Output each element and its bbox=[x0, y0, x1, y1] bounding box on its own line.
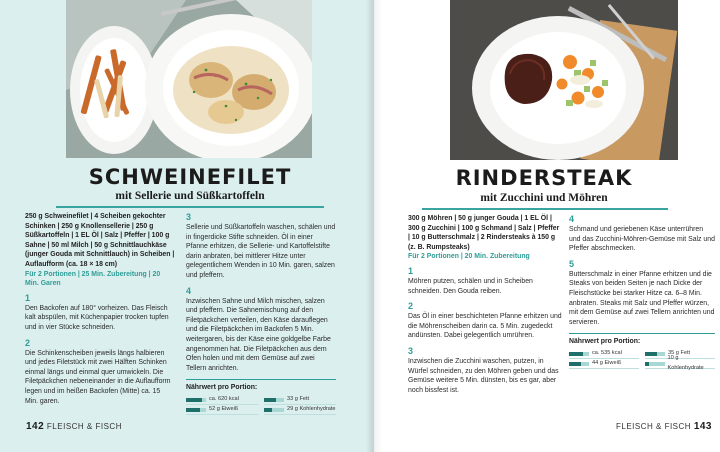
step-text: Die Schinkenscheiben jeweils längs halbieren und jedes Filetstück mit zwei Hälften Schinken einmal längs und einmal quer umwickeln. Die Filetpäckchen nebeneinander in die Auflaufform legen und im heißen Backofen (Mitte) ca. 15 Min. garen. bbox=[25, 349, 171, 405]
nutrition-item bbox=[186, 396, 258, 405]
nutrition-bar bbox=[264, 398, 284, 402]
nutrition-bar bbox=[645, 362, 665, 366]
page-footer-right bbox=[616, 421, 712, 432]
step-number: 2 bbox=[408, 301, 414, 312]
nutrition-grid bbox=[186, 396, 336, 415]
dish-photo-schweinefilet bbox=[66, 0, 312, 158]
step-text: Inzwischen die Zucchini waschen, putzen, in Würfel schneiden, zu den Möhren geben und das Gemüse weitere 5 Min. dünsten, bis es gar, aber noch bissfest ist. bbox=[408, 357, 559, 394]
step-number: 3 bbox=[408, 345, 414, 356]
step-number: 5 bbox=[569, 258, 575, 269]
page-number: 143 bbox=[693, 421, 712, 432]
recipe-step bbox=[569, 259, 715, 328]
nutrition-bar bbox=[264, 408, 284, 412]
recipe-step bbox=[25, 338, 175, 407]
nutrition-title: Nährwert pro Portion: bbox=[569, 333, 715, 347]
nutrition-label: 33 g Fett bbox=[287, 396, 310, 403]
nutrition-grid bbox=[569, 350, 715, 369]
ingredients-list: 300 g Möhren | 50 g junger Gouda | 1 EL Öl | 300 g Zucchini | 100 g Schmand | Salz | Pfeffer | 10 g Butterschmalz | 2 Rindersteaks à 150 g (z. B. Rumpsteaks) bbox=[408, 215, 560, 251]
nutrition-label: 29 g Kohlenhydrate bbox=[287, 406, 336, 413]
nutrition-item bbox=[569, 360, 639, 369]
recipe-title: SCHWEINEFILET bbox=[88, 165, 292, 189]
nutrition-item bbox=[569, 350, 639, 359]
recipe-step bbox=[25, 293, 175, 333]
nutrition-title: Nährwert pro Portion: bbox=[186, 379, 336, 393]
left-column-1 bbox=[25, 212, 175, 411]
nutrition-item bbox=[186, 406, 258, 415]
recipe-step bbox=[408, 266, 562, 296]
step-number: 4 bbox=[186, 285, 192, 296]
section-name: FLEISCH & FISCH bbox=[46, 422, 122, 431]
nutrition-label: 35 g Fett bbox=[668, 350, 691, 357]
nutrition-bar bbox=[186, 398, 206, 402]
nutrition-bar bbox=[569, 362, 589, 366]
portion-info: Für 2 Portionen | 25 Min. Zubereitung | 20 Min. Garen bbox=[25, 270, 161, 288]
recipe-step bbox=[569, 214, 715, 254]
step-number: 4 bbox=[569, 214, 575, 224]
dish-photo-rindersteak bbox=[450, 0, 678, 160]
step-text: Das Öl in einer beschichteten Pfanne erhitzen und die Möhrenscheiben darin ca. 5 Min. zugedeckt andünsten. Dabei gelegentlich umrühren. bbox=[408, 313, 562, 340]
nutrition-bar bbox=[569, 352, 589, 356]
recipe-step bbox=[408, 301, 562, 341]
step-text: Den Backofen auf 180° vorheizen. Das Fleisch kalt abspülen, mit Küchenpapier trocken tupfen und in vier Stücke schneiden. bbox=[25, 304, 169, 331]
nutrition-item bbox=[264, 396, 336, 405]
step-number: 1 bbox=[408, 265, 414, 276]
step-text: Schmand und geriebenen Käse unterrühren und das Zucchini-Möhren-Gemüse mit Salz und Pfeffer abschmecken. bbox=[569, 226, 715, 253]
portion-info: Für 2 Portionen | 20 Min. Zubereitung bbox=[408, 253, 530, 261]
step-number: 3 bbox=[186, 212, 192, 222]
nutrition-bar bbox=[645, 352, 665, 356]
title-rule bbox=[422, 208, 668, 210]
nutrition-item bbox=[264, 406, 336, 415]
step-number: 2 bbox=[25, 337, 31, 348]
nutrition-item bbox=[645, 355, 715, 371]
step-text: Möhren putzen, schälen und in Scheiben schneiden. Den Gouda reiben. bbox=[408, 277, 533, 295]
nutrition-label: 44 g Eiweiß bbox=[592, 360, 622, 367]
page-number: 142 bbox=[26, 421, 45, 432]
right-column-2 bbox=[569, 214, 715, 369]
nutrition-label: ca. 535 kcal bbox=[592, 350, 622, 357]
nutrition-label: 52 g Eiweiß bbox=[209, 406, 239, 413]
recipe-step bbox=[186, 286, 336, 374]
left-column-2 bbox=[186, 212, 336, 415]
step-text: Inzwischen Sahne und Milch mischen, salzen und pfeffern. Die Sahnemischung auf den Filetpäckchen verteilen, den Käse darauflegen und die Filetpäckchen im Backofen 5 Min. weitergaren, bis der Käse eine goldgelbe Farbe angenommen hat. Die Filetpäckchen aus dem Ofen holen und mit dem Gemüse auf zwei Tellern anrichten. bbox=[186, 297, 331, 372]
right-page bbox=[374, 0, 720, 452]
step-text: Sellerie und Süßkartoffeln waschen, schälen und in fingerdicke Stifte schneiden. Öl in einer Pfanne erhitzen, die Sellerie- und Kartoffelstifte darin anbraten, bei mittlerer Hitze unter gelegentlichem Wenden in 10 Min. garen, salzen und pfeffern. bbox=[186, 224, 336, 279]
title-rule bbox=[56, 206, 324, 208]
ingredients-list: 250 g Schweinefilet | 4 Scheiben gekochter Schinken | 250 g Knollensellerie | 250 g Süßkartoffeln | 1 EL Öl | Salz | Pfeffer | 100 g Sahne | 50 ml Milch | 50 g Schnittlauchkäse (junger Gouda mit Schnittlauch) in Scheiben | Auflaufform (ca. 18 × 18 cm) bbox=[25, 213, 175, 268]
nutrition-bar bbox=[186, 408, 206, 412]
recipe-title: RINDERSTEAK bbox=[455, 166, 633, 190]
step-text: Butterschmalz in einer Pfanne erhitzen und die Steaks von beiden Seiten je nach Dicke der Fleischstücke bei starker Hitze ca. 6–8 Min. anbraten. Steaks mit Salz und Pfeffer würzen, mit dem Gemüse auf zwei Tellern anrichten und servieren. bbox=[569, 270, 715, 326]
recipe-step bbox=[408, 346, 562, 395]
step-number: 1 bbox=[25, 292, 31, 303]
nutrition-label: 10 g Kohlenhydrate bbox=[667, 355, 704, 371]
book-gutter bbox=[366, 0, 382, 452]
recipe-subtitle: mit Sellerie und Süßkartoffeln bbox=[115, 190, 265, 202]
nutrition-label: ca. 620 kcal bbox=[209, 396, 239, 403]
section-name: FLEISCH & FISCH bbox=[616, 422, 692, 431]
page-footer-left bbox=[26, 421, 122, 432]
recipe-subtitle: mit Zucchini und Möhren bbox=[480, 192, 608, 204]
recipe-step bbox=[186, 212, 336, 281]
right-column-1 bbox=[408, 214, 562, 400]
schweinefilet-illustration bbox=[66, 0, 312, 158]
rindersteak-illustration bbox=[450, 0, 678, 160]
